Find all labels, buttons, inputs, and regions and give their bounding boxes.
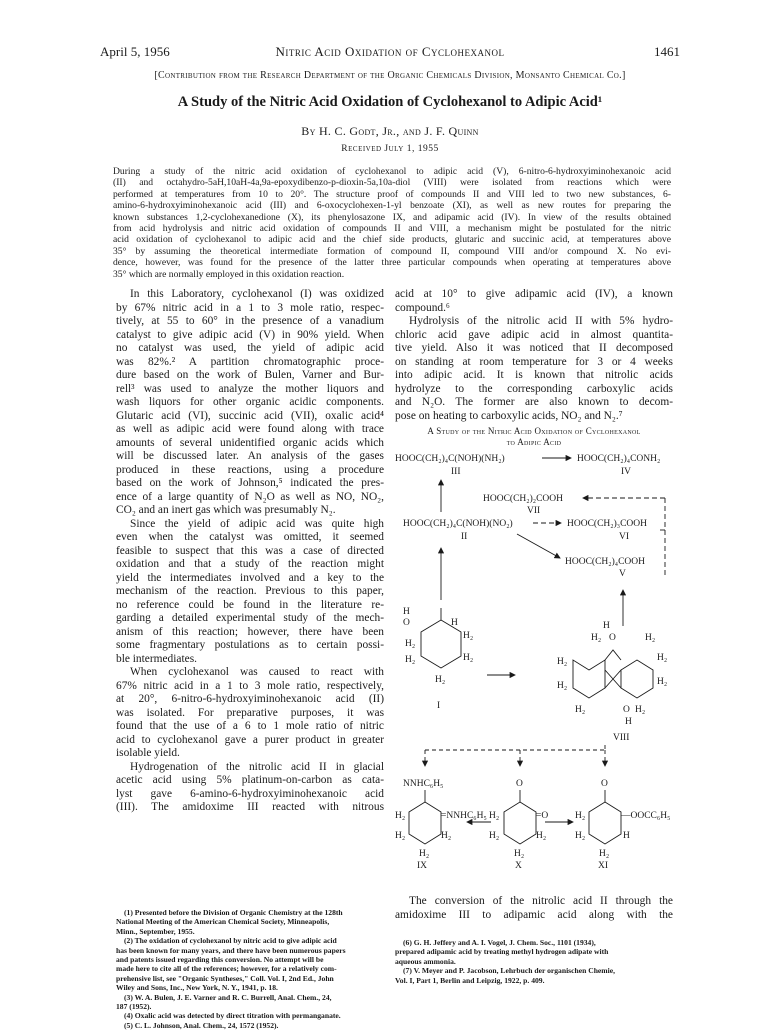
atom-I: H₂ bbox=[463, 631, 474, 641]
body-line: found that the use of a 6 to 1 mole ratio of nitric bbox=[116, 720, 384, 732]
body-line: acetic acid using 5% platinum-on-carbon as cata- bbox=[116, 774, 384, 786]
body-line: oxidation and that a study of the reaction might bbox=[116, 558, 384, 570]
ring-IX bbox=[409, 802, 441, 844]
body-line: some fragmentary postulations as to certain possi- bbox=[116, 639, 384, 651]
atom-I: H₂ bbox=[405, 655, 416, 665]
abstract-line: 35° by assuming the theoretical intermediate formation of compound II, compound VIII and/or compound X. No evi- bbox=[113, 245, 671, 257]
body-line: will be discussed later. An analysis of the gases bbox=[116, 450, 384, 462]
atom-VIII: O bbox=[623, 705, 630, 715]
label-III: III bbox=[451, 467, 461, 477]
contribution-line: [Contribution from the Research Department of the Organic Chemicals Division, Monsanto Chemical Co.] bbox=[154, 70, 626, 81]
body-line: yield the intermediates involved and a key to the bbox=[116, 571, 384, 584]
atom-IX: H₂ bbox=[441, 831, 452, 841]
formula-III: HOOC(CH₂)₄C(NOH)(NH₂) bbox=[395, 454, 505, 464]
footnote-line: (3) W. A. Bulen, J. E. Varner and R. C. Burrell, Anal. Chem., 24, bbox=[124, 992, 332, 1002]
scheme-title-line: A Study of the Nitric Acid Oxidation of Cyclohexanol bbox=[427, 426, 641, 436]
body-line: The conversion of the nitrolic acid II through the bbox=[409, 895, 673, 907]
label-II: II bbox=[461, 532, 468, 542]
body-line: chloric acid gave adipic acid in almost quantita- bbox=[395, 328, 673, 341]
atom-X: H₂ bbox=[489, 811, 500, 821]
body-line: was 82%.² A partition chromatographic proce- bbox=[116, 355, 384, 368]
body-line: acid to cyclohexanol gave a purer product in greater bbox=[116, 733, 384, 746]
atom-X: =O bbox=[536, 811, 549, 821]
body-line: isolable yield. bbox=[116, 747, 180, 759]
ring-VIII-left bbox=[573, 660, 605, 698]
body-line: as well as adipic acid were found along with trace bbox=[116, 423, 384, 435]
footnote-line: and patents issued regarding this conversion. No attempt will be bbox=[116, 955, 324, 965]
body-line: feasible to suspect that this was a case of directed bbox=[116, 544, 384, 557]
body-line: lyst gave 6-amino-6-hydroxyiminohexanoic acid bbox=[116, 787, 384, 800]
body-line: based on the work of Johnson,⁵ indicated the pres- bbox=[116, 477, 384, 489]
left-footnotes bbox=[116, 908, 384, 1030]
footnote-line: aqueous ammonia. bbox=[395, 956, 456, 966]
body-line: hydrolyze to the corresponding carboxylic acids bbox=[395, 382, 673, 395]
abstract-line: (II) and octahydro-5aH,10aH-4a,9a-epoxydibenzo-p-dioxin-5a,10a-diol (VIII) were isolated from reactions which were bbox=[113, 177, 671, 189]
ring-X bbox=[504, 802, 536, 844]
left-column-body bbox=[116, 288, 384, 815]
body-line: catalyst to give adipic acid (V) in 90% yield. When bbox=[116, 328, 384, 341]
atom-VIII: H₂ bbox=[657, 653, 668, 663]
bridge-VIII-top bbox=[605, 650, 621, 660]
body-line: even when the catalyst was omitted, it seemed bbox=[116, 531, 384, 543]
atom-VIII: H₂ bbox=[557, 681, 568, 691]
body-line: was isolated. For preparative purposes, it was bbox=[116, 706, 384, 719]
body-line: by 67% nitric acid in a 1 to 3 mole ratio, respec- bbox=[116, 301, 384, 314]
scheme-title-line: to Adipic Acid bbox=[506, 437, 562, 447]
formula-II: HOOC(CH₂)₄C(NOH)(NO₂) bbox=[403, 519, 513, 529]
body-line: Glutaric acid (VI), succinic acid (VII), oxalic acid⁴ bbox=[116, 409, 384, 422]
body-line: rell³ was used to analyze the mother liquors and bbox=[116, 382, 384, 395]
ring-XI bbox=[589, 802, 621, 844]
formula-IV: HOOC(CH₂)₄CONH₂ bbox=[577, 454, 661, 464]
abstract-line: performed at temperatures from 10 to 20°. The structure proof of compounds II and VIII led to two new substances, 6- bbox=[113, 188, 671, 200]
atom-XI: H bbox=[623, 831, 630, 841]
footnote-line: (5) C. L. Johnson, Anal. Chem., 24, 1572 (1952). bbox=[124, 1020, 279, 1030]
right-footnotes bbox=[395, 938, 673, 985]
body-line: amidoxime III to adipamic acid along with the bbox=[395, 908, 673, 921]
body-line: 67% nitric acid in a 1 to 3 mole ratio, respectively, bbox=[116, 679, 384, 692]
label-VI: VI bbox=[619, 532, 630, 542]
body-line: no catalyst was used, the yield of adipic acid bbox=[116, 342, 384, 354]
atom-IX: H₂ bbox=[395, 831, 406, 841]
arrow-II-to-V bbox=[517, 534, 560, 558]
scheme-title bbox=[395, 426, 673, 448]
body-line: no reference could be found in the literature re- bbox=[116, 598, 384, 611]
atom-VIII: H₂ bbox=[591, 633, 602, 643]
atom-VIII: H bbox=[603, 621, 610, 631]
authors-line: By H. C. Godt, Jr., and J. F. Quinn bbox=[301, 124, 479, 138]
body-line: Hydrolysis of the nitrolic acid II with 5% hydro- bbox=[409, 315, 673, 327]
received-date: Received July 1, 1955 bbox=[341, 144, 439, 154]
label-IV: IV bbox=[621, 467, 632, 477]
right-column-body bbox=[395, 288, 673, 423]
body-line: When cyclohexanol was caused to react with bbox=[130, 666, 384, 678]
article-title: A Study of the Nitric Acid Oxidation of Cyclohexanol to Adipic Acid¹ bbox=[177, 94, 603, 110]
body-line: CO₂ and an inert gas which was presumably N₂. bbox=[116, 504, 336, 516]
atom-XI: H₂ bbox=[575, 811, 586, 821]
atom-VIII: H₂ bbox=[645, 633, 656, 643]
atom-I: H bbox=[403, 607, 410, 617]
reaction-scheme bbox=[395, 450, 685, 890]
formula-VI: HOOC(CH₂)₃COOH bbox=[567, 519, 647, 529]
body-line: amounts of several unidentified organic acids which bbox=[116, 436, 384, 449]
atom-I: O bbox=[403, 618, 410, 628]
header-running-title: Nitric Acid Oxidation of Cyclohexanol bbox=[275, 44, 505, 59]
ring-VIII-right bbox=[621, 660, 653, 698]
body-line: pose on heating to carboxylic acids, NO₂ and N₂.⁷ bbox=[395, 409, 623, 422]
atom-VIII: H₂ bbox=[635, 705, 646, 715]
abstract-line: During a study of the nitric acid oxidation of cyclohexanol to adipic acid (V), 6-nitro-6-hydroxyiminohexanoic acid bbox=[113, 166, 671, 177]
atom-X: O bbox=[516, 779, 523, 789]
atom-IX: H₂ bbox=[419, 849, 430, 859]
body-line: anism of this reaction; however, there have been bbox=[116, 625, 384, 638]
footnote-line: (1) Presented before the Division of Organic Chemistry at the 128th bbox=[124, 908, 343, 917]
body-line: Hydrogenation of the nitrolic acid II in glacial bbox=[130, 760, 384, 773]
body-line: ble intermediates. bbox=[116, 652, 197, 665]
atom-I: H₂ bbox=[435, 675, 446, 685]
body-line: In this Laboratory, cyclohexanol (I) was oxidized bbox=[130, 288, 384, 300]
label-X: X bbox=[515, 861, 522, 871]
header-page-number: 1461 bbox=[654, 44, 680, 59]
abstract-line: dence, however, was found for the presence of the latter three particular compounds when operating at temperatures above bbox=[113, 257, 671, 269]
body-line: (III). The amidoxime III reacted with nitrous bbox=[116, 801, 384, 813]
footnote-line: (6) G. H. Jeffery and A. I. Vogel, J. Chem. Soc., 1101 (1934), bbox=[403, 938, 596, 947]
label-XI: XI bbox=[598, 861, 609, 871]
footnote-line: prehensive list, see "Organic Syntheses," Coll. Vol. I, 2nd Ed., John bbox=[116, 973, 334, 983]
abstract bbox=[113, 166, 671, 280]
body-line: and N₂O. The former are also known to decom- bbox=[395, 396, 673, 408]
reaction-scheme-svg bbox=[395, 450, 685, 890]
body-line: dure based on the work of Bulen, Varner and Bur- bbox=[116, 369, 384, 381]
atom-X: H₂ bbox=[514, 849, 525, 859]
footnote-line: Minn., September, 1955. bbox=[116, 926, 195, 936]
label-VIII: VIII bbox=[613, 733, 630, 743]
footnote-line: National Meeting of the American Chemical Society, Minneapolis, bbox=[116, 917, 330, 927]
abstract-line: known substances 1,2-cyclohexanedione (X), its phenylosazone IX, and adipamic acid (IV). In view of the results obtained bbox=[113, 211, 671, 223]
atom-X: H₂ bbox=[536, 831, 547, 841]
running-header bbox=[100, 44, 680, 62]
footnote-line: (2) The oxidation of cyclohexanol by nitric acid to give adipic acid bbox=[124, 936, 337, 946]
body-line: mechanism of the reaction. Previous to this paper, bbox=[116, 585, 384, 597]
atom-XI: —OOCC₆H₅ bbox=[621, 811, 671, 821]
scheme-followup-text bbox=[395, 895, 673, 922]
body-line: acid at 10° to give adipamic acid (IV), a known bbox=[395, 288, 673, 300]
footnote-line: made here to cite all of the references; however, for a relatively com- bbox=[116, 964, 337, 974]
atom-X: H₂ bbox=[489, 831, 500, 841]
body-line: at 20°, 6-nitro-6-hydroxyiminohexanoic acid (II) bbox=[116, 693, 384, 705]
atom-I: H bbox=[451, 618, 458, 628]
body-line: tive yield. Also it was noticed that II decomposed bbox=[395, 342, 673, 354]
label-I: I bbox=[437, 701, 441, 711]
body-line: produced in these reactions, using a procedure bbox=[116, 463, 384, 476]
formula-VII: HOOC(CH₂)₂COOH bbox=[483, 494, 563, 504]
atom-VIII: H bbox=[625, 717, 632, 727]
abstract-line: amino-6-hydroxyiminohexanoic acid (III) and 6-oxocyclohexen-1-yl benzoate (XI), as well as new routes for preparing the bbox=[113, 200, 671, 212]
body-line: compound.⁶ bbox=[395, 301, 450, 314]
footnote-line: has been known for many years, and there have been numerous papers bbox=[116, 945, 346, 955]
abstract-line: from acid hydrolysis and nitric acid oxidation of compounds II and VIII, a mechanism might be postulated for the nitric bbox=[113, 223, 671, 235]
abstract-line: acid oxidation of cyclohexanol to adipic acid and the chief side products, glutaric and succinic acid, at temperatures above bbox=[113, 234, 671, 246]
footnote-line: (7) V. Meyer and P. Jacobson, Lehrbuch der organischen Chemie, bbox=[403, 966, 616, 976]
label-IX: IX bbox=[417, 861, 428, 871]
footnote-line: Wiley and Sons, Inc., New York, N. Y., 1941, p. 18. bbox=[116, 983, 278, 993]
body-line: ence of a large quantity of N₂O as well as NO, NO₂, bbox=[116, 490, 384, 503]
atom-VIII: H₂ bbox=[557, 657, 568, 667]
label-V: V bbox=[619, 569, 626, 579]
atom-VIII: H₂ bbox=[657, 677, 668, 687]
atom-IX: NNHC₆H₅ bbox=[403, 779, 444, 789]
atom-I: H₂ bbox=[463, 653, 474, 663]
footnote-line: Vol. I, Part 1, Berlin and Leipzig, 1922, p. 409. bbox=[395, 975, 545, 985]
body-line: on standing at room temperature for 3 or 4 weeks bbox=[395, 355, 673, 368]
atom-I: H₂ bbox=[405, 639, 416, 649]
header-date: April 5, 1956 bbox=[100, 44, 170, 59]
atom-IX: H₂ bbox=[395, 811, 406, 821]
atom-VIII: O bbox=[609, 633, 616, 643]
footnote-line: 187 (1952). bbox=[116, 1002, 152, 1012]
body-line: garding a detailed experimental study of the mech- bbox=[116, 612, 384, 624]
atom-VIII: H₂ bbox=[575, 705, 586, 715]
formula-V: HOOC(CH₂)₄COOH bbox=[565, 557, 645, 567]
body-line: tively, at 55 to 60° in the presence of a vanadium bbox=[116, 315, 384, 327]
footnote-line: (4) Oxalic acid was detected by direct titration with permanganate. bbox=[124, 1011, 341, 1021]
body-line: Since the yield of adipic acid was quite high bbox=[130, 517, 384, 530]
label-VII: VII bbox=[527, 506, 541, 516]
atom-XI: H₂ bbox=[599, 849, 610, 859]
atom-XI: H₂ bbox=[575, 831, 586, 841]
body-line: wash liquors for other organic acidic components. bbox=[116, 396, 384, 408]
body-line: into adipic acid. It is known that nitrolic acids bbox=[395, 369, 673, 381]
abstract-line: 35° which are normally employed in this oxidation reaction. bbox=[113, 268, 345, 280]
atom-IX: =NNHC₆H₅ bbox=[441, 811, 487, 821]
footnote-line: prepared adipamic acid by treating methyl hydrogen adipate with bbox=[395, 947, 609, 957]
atom-XI: O bbox=[601, 779, 608, 789]
